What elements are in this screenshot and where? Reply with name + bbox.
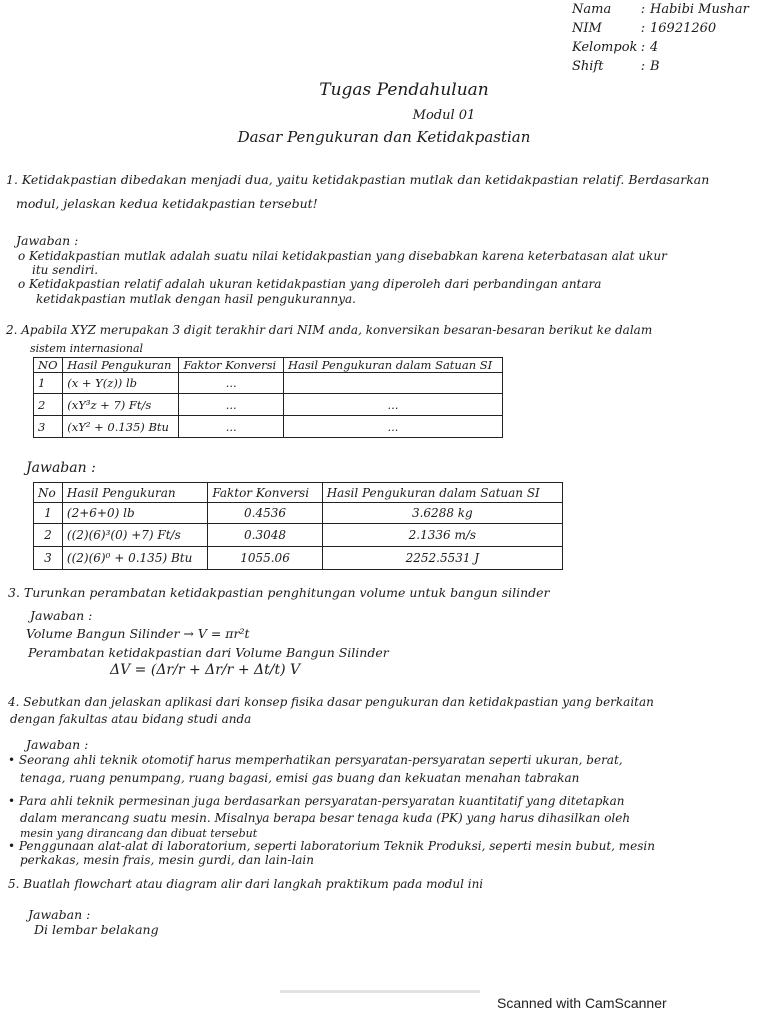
group-label: Kelompok [572, 40, 638, 55]
table-cell: ... [179, 373, 283, 394]
doc-subtitle: Dasar Pengukuran dan Ketidakpastian [237, 128, 531, 146]
table-header: Hasil Pengukuran dalam Satuan SI [322, 483, 562, 503]
table-header-row [34, 483, 563, 503]
conversion-table-answer [33, 482, 563, 570]
conversion-table-template [33, 357, 503, 438]
table-cell: 3 [34, 547, 63, 570]
identity-nim-row: NIM : 16921260 [572, 21, 717, 36]
table-row [34, 503, 563, 524]
q3-propagation-text: Perambatan ketidakpastian dari Volume Bangun Silinder [28, 645, 389, 660]
q1-question-line2: modul, jelaskan kedua ketidakpastian tersebut! [16, 196, 318, 211]
table-cell: ... [179, 394, 283, 416]
shift-label: Shift [572, 59, 604, 74]
table-cell: (xY² + 0.135) Btu [63, 416, 179, 438]
table-row [34, 394, 503, 416]
table-header: Hasil Pengukuran [62, 483, 207, 503]
q1-answer2-line1: o Ketidakpastian relatif adalah ukuran ketidakpastian yang diperoleh dari perbandingan antara [18, 277, 602, 291]
scan-edge-shadow [280, 990, 480, 993]
q4-bullet1-line1: • Seorang ahli teknik otomotif harus memperhatikan persyaratan-persyaratan seperti ukuran, berat, [8, 753, 623, 767]
name-value: Habibi Mushar [650, 2, 749, 17]
table-cell: (xY³z + 7) Ft/s [63, 394, 179, 416]
q2-answer-label: Jawaban : [26, 460, 96, 476]
q1-answer2-line2: ketidakpastian mutlak dengan hasil pengukurannya. [36, 292, 356, 306]
table-header: Faktor Konversi [208, 483, 322, 503]
q5-answer: Di lembar belakang [34, 922, 159, 937]
nim-label: NIM [572, 21, 602, 36]
q4-question-line2: dengan fakultas atau bidang studi anda [10, 712, 252, 726]
table-cell: 1 [34, 373, 63, 394]
q4-bullet3-line1: • Penggunaan alat-alat di laboratorium, seperti laboratorium Teknik Produksi, seperti mesin bubut, mesin [8, 839, 655, 853]
table-cell: 2.1336 m/s [322, 524, 562, 547]
identity-name-row: Nama : Habibi Mushar [572, 2, 749, 17]
q1-question-line1: 1. Ketidakpastian dibedakan menjadi dua, yaitu ketidakpastian mutlak dan ketidakpastian relatif. Berdasarkan [6, 172, 710, 187]
table-cell: ... [283, 394, 502, 416]
table-header: Faktor Konversi [179, 358, 283, 373]
table-cell: ... [179, 416, 283, 438]
q4-question-line1: 4. Sebutkan dan jelaskan aplikasi dari konsep fisika dasar pengukuran dan ketidakpastian yang berkaitan [8, 695, 654, 709]
q3-question: 3. Turunkan perambatan ketidakpastian penghitungan volume untuk bangun silinder [8, 585, 550, 600]
table-cell: (2+6+0) lb [62, 503, 207, 524]
table-cell: 0.4536 [208, 503, 322, 524]
table-row [34, 524, 563, 547]
q3-answer-label: Jawaban : [30, 608, 93, 623]
q4-bullet1-line2: tenaga, ruang penumpang, ruang bagasi, emisi gas buang dan kekuatan menahan tabrakan [20, 771, 580, 785]
q3-propagation-formula: ΔV = (Δr/r + Δr/r + Δt/t) V [110, 662, 301, 678]
identity-block [572, 0, 749, 76]
table-header: NO [34, 358, 63, 373]
q4-answer-label: Jawaban : [26, 737, 89, 752]
table-cell: 0.3048 [208, 524, 322, 547]
table-cell [283, 373, 502, 394]
q5-answer-label: Jawaban : [28, 907, 91, 922]
scanner-watermark: Scanned with CamScanner [497, 995, 667, 1011]
table-cell: 3.6288 kg [322, 503, 562, 524]
identity-shift-row: Shift : B [572, 59, 660, 74]
q4-bullet2-line2: dalam merancang suatu mesin. Misalnya berapa besar tenaga kuda (PK) yang harus dihasilkan oleh [20, 811, 631, 825]
table-cell: 1 [34, 503, 63, 524]
doc-module: Modul 01 [412, 108, 476, 123]
doc-title: Tugas Pendahuluan [319, 80, 489, 100]
q1-answer1-line2: itu sendiri. [32, 263, 99, 277]
q2-question-line2: sistem internasional [30, 342, 144, 355]
q1-answer-label: Jawaban : [16, 233, 79, 248]
table-cell: 2 [34, 394, 63, 416]
shift-value: B [650, 59, 660, 74]
table-cell: 1055.06 [208, 547, 322, 570]
table-cell: (x + Y(z)) lb [63, 373, 179, 394]
table-cell: 2 [34, 524, 63, 547]
table-row [34, 373, 503, 394]
table-header: No [34, 483, 63, 503]
q1-answer1-line1: o Ketidakpastian mutlak adalah suatu nilai ketidakpastian yang disebabkan karena keterbatasan alat ukur [18, 249, 667, 263]
table-cell: 2252.5531 J [322, 547, 562, 570]
group-value: 4 [650, 40, 659, 55]
q2-question-line1: 2. Apabila XYZ merupakan 3 digit terakhir dari NIM anda, konversikan besaran-besaran berikut ke dalam [6, 323, 653, 337]
table-row [34, 547, 563, 570]
table-cell: 3 [34, 416, 63, 438]
table-row [34, 416, 503, 438]
table-header-row [34, 358, 503, 373]
identity-group-row: Kelompok : 4 [572, 40, 659, 55]
q3-volume-formula: Volume Bangun Silinder → V = πr²t [26, 626, 250, 641]
q4-bullet2-line1: • Para ahli teknik permesinan juga berdasarkan persyaratan-persyaratan kuantitatif yang ditetapkan [8, 794, 625, 808]
table-cell: ((2)(6)⁰ + 0.135) Btu [62, 547, 207, 570]
table-header: Hasil Pengukuran [63, 358, 179, 373]
name-label: Nama [572, 2, 612, 17]
q4-bullet2-line3: mesin yang dirancang dan dibuat tersebut [20, 827, 258, 840]
table-cell: ((2)(6)³(0) +7) Ft/s [62, 524, 207, 547]
q5-question: 5. Buatlah flowchart atau diagram alir dari langkah praktikum pada modul ini [8, 877, 484, 891]
nim-value: 16921260 [650, 21, 717, 36]
q4-bullet3-line2: perkakas, mesin frais, mesin gurdi, dan lain-lain [20, 853, 314, 867]
table-header: Hasil Pengukuran dalam Satuan SI [283, 358, 502, 373]
table-cell: ... [283, 416, 502, 438]
